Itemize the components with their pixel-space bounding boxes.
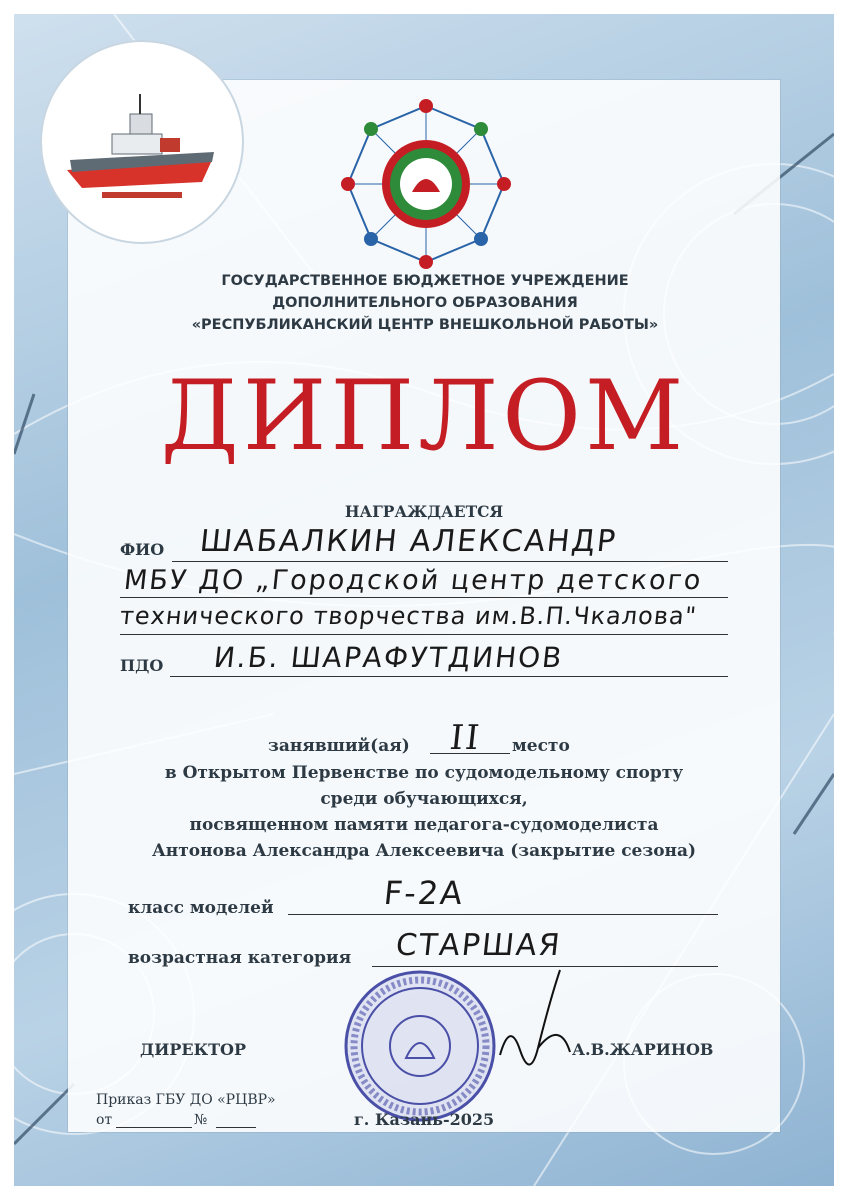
diploma-title: ДИПЛОМ — [160, 360, 688, 472]
official-seal — [342, 968, 498, 1124]
model-class-underline — [288, 914, 718, 915]
model-class-value: F-2A — [382, 874, 467, 912]
order-from-label: от — [96, 1112, 113, 1128]
pdo-label: ПДО — [120, 656, 164, 675]
org-line-1: ГОСУДАРСТВЕННОЕ БЮДЖЕТНОЕ УЧРЕЖДЕНИЕ — [221, 273, 629, 289]
event-line-1: в Открытом Первенстве по судомодельному спорту — [164, 763, 684, 783]
emblem-icon — [338, 96, 514, 272]
ship-model-image — [40, 40, 244, 244]
institution-underline-2 — [120, 634, 728, 635]
event-description — [90, 760, 758, 864]
fio-label: ФИО — [120, 540, 165, 559]
age-category-label: возрастная категория — [128, 948, 352, 968]
event-line-4: Антонова Александра Алексеевича (закрытие сезона) — [151, 841, 697, 861]
fio-value: ШАБАЛКИН АЛЕКСАНДР — [198, 524, 619, 559]
city-year: г. Казань-2025 — [354, 1110, 495, 1129]
order-number-label: № — [194, 1112, 208, 1128]
order-date-underline — [116, 1127, 192, 1128]
organization-name — [140, 270, 710, 336]
pdo-underline — [170, 676, 728, 677]
org-line-3: «РЕСПУБЛИКАНСКИЙ ЦЕНТР ВНЕШКОЛЬНОЙ РАБОТЫ» — [191, 317, 659, 333]
director-signature — [490, 960, 600, 1080]
model-class-label: класс моделей — [128, 898, 274, 918]
order-number-underline — [216, 1127, 256, 1128]
event-line-3: посвященном памяти педагога-судомоделиста — [189, 815, 659, 835]
awarded-heading: НАГРАЖДАЕТСЯ — [344, 502, 504, 521]
ship-icon — [42, 42, 242, 242]
event-line-2: среди обучающихся, — [320, 789, 528, 809]
age-category-value: СТАРШАЯ — [394, 928, 564, 963]
director-label: ДИРЕКТОР — [140, 1040, 246, 1059]
order-label: Приказ ГБУ ДО «РЦВР» — [96, 1092, 276, 1108]
institution-line-1: МБУ ДО „Городской центр детского — [122, 565, 704, 596]
rcvr-emblem — [338, 96, 514, 272]
place-value: II — [447, 718, 483, 758]
institution-underline-1 — [120, 597, 728, 598]
place-prefix: занявший(ая) — [268, 736, 410, 756]
fio-underline — [172, 561, 728, 562]
institution-line-2: технического творчества им.В.П.Чкалова" — [118, 602, 699, 630]
pdo-value: И.Б. ШАРАФУТДИНОВ — [212, 641, 566, 674]
org-line-2: ДОПОЛНИТЕЛЬНОГО ОБРАЗОВАНИЯ — [272, 295, 578, 311]
place-suffix: место — [512, 736, 570, 756]
seal-icon — [342, 968, 498, 1124]
director-name: А.В.ЖАРИНОВ — [572, 1040, 714, 1059]
